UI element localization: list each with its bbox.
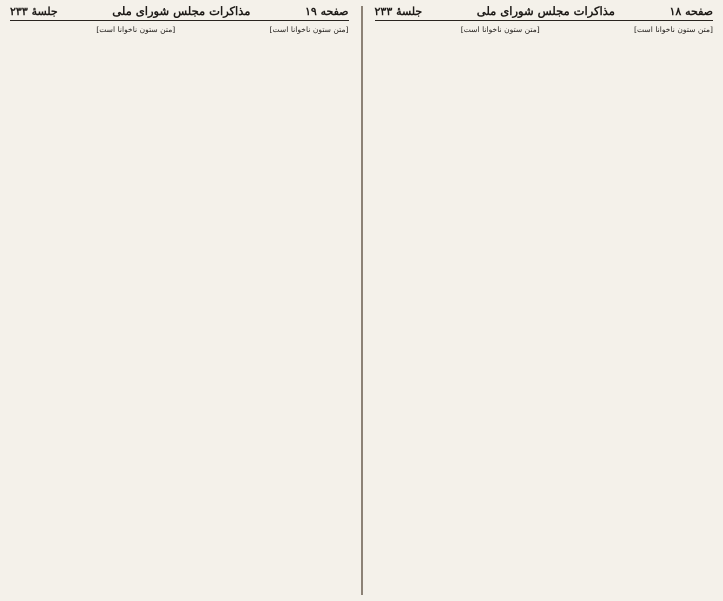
right-col2-paragraph: [متن ستون ناخوانا است]	[460, 25, 540, 34]
right-page-session: جلسهٔ ۲۳۳	[374, 5, 423, 18]
right-page-header	[375, 4, 714, 21]
left-page-column-2	[10, 24, 175, 584]
right-page-column-1	[548, 24, 713, 584]
right-page-number: صفحه ۱۸	[669, 5, 713, 18]
right-page-columns	[375, 24, 714, 584]
left-col1-paragraph: [متن ستون ناخوانا است]	[269, 25, 349, 34]
right-page-column-2	[375, 24, 540, 584]
left-page-title: مذاکرات مجلس شورای ملی	[112, 4, 251, 18]
page-gutter	[361, 6, 363, 595]
right-page	[367, 4, 718, 597]
left-page-header	[10, 4, 349, 21]
left-page-column-1	[183, 24, 348, 584]
left-page-number: صفحه ۱۹	[304, 5, 349, 18]
left-col2-paragraph: [متن ستون ناخوانا است]	[96, 25, 176, 34]
left-page	[6, 4, 357, 597]
left-page-columns	[10, 24, 349, 584]
left-page-session: جلسهٔ ۲۳۳	[10, 5, 58, 18]
right-page-title: مذاکرات مجلس شورای ملی	[476, 4, 615, 18]
right-col1-paragraph: [متن ستون ناخوانا است]	[634, 25, 713, 34]
